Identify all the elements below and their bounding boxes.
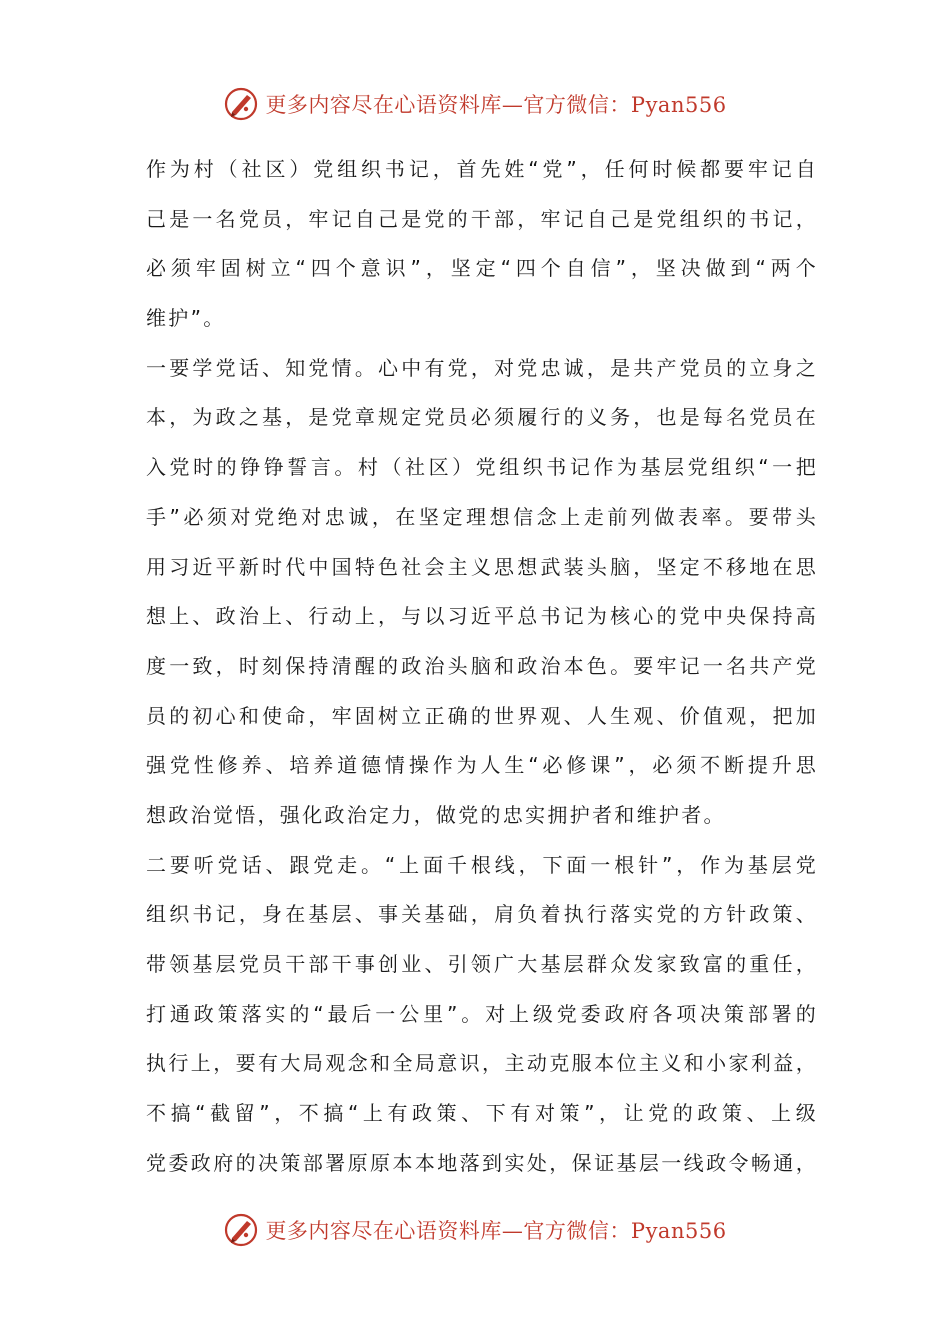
pen-logo-icon [223,1212,259,1248]
document-body [146,145,818,1188]
text-line: 想政治觉悟，强化政治定力，做党的忠实拥护者和维护者。 [146,802,726,827]
text-line: 本，为政之基，是党章规定党员必须履行的义务，也是每名党员在 [146,405,818,430]
text-line: 度一致，时刻保持清醒的政治头脑和政治本色。要牢记一名共产党 [146,653,818,678]
text-line: 执行上，要有大局观念和全局意识，主动克服本位主义和小家利益， [146,1051,818,1076]
text-line: 二要听党话、跟党走。“上面千根线，下面一根针”，作为基层党 [146,852,818,877]
paragraph-point-one [146,344,818,841]
text-line: 维护”。 [146,306,226,331]
text-line: 己是一名党员，牢记自己是党的干部，牢记自己是党组织的书记， [146,206,818,231]
text-line: 入党时的铮铮誓言。村（社区）党组织书记作为基层党组织“一把 [146,455,818,480]
text-line: 打通政策落实的“最后一公里”。对上级党委政府各项决策部署的 [146,1001,818,1026]
watermark-text: 更多内容尽在心语资料库—官方微信：Pyan556 [265,1219,727,1243]
text-line: 一要学党话、知党情。心中有党，对党忠诚，是共产党员的立身之 [146,355,818,380]
text-line: 想上、政治上、行动上，与以习近平总书记为核心的党中央保持高 [146,604,818,629]
paragraph-point-two [146,841,818,1189]
text-line: 不搞“截留”，不搞“上有政策、下有对策”，让党的政策、上级 [146,1101,818,1126]
text-line: 手”必须对党绝对忠诚，在坚定理想信念上走前列做表率。要带头 [146,504,818,529]
text-line: 必须牢固树立“四个意识”，坚定“四个自信”，坚决做到“两个 [146,256,818,281]
text-line: 作为村（社区）党组织书记，首先姓“党”，任何时候都要牢记自 [146,157,818,181]
text-line: 带领基层党员干部干事创业、引领广大基层群众发家致富的重任， [146,952,818,976]
text-line: 组织书记，身在基层、事关基础，肩负着执行落实党的方针政策、 [146,902,818,927]
text-line: 党委政府的决策部署原原本本地落到实处，保证基层一线政令畅通， [146,1150,818,1175]
watermark-text: 更多内容尽在心语资料库—官方微信：Pyan556 [265,93,727,117]
header-watermark [0,82,950,126]
text-line: 员的初心和使命，牢固树立正确的世界观、人生观、价值观，把加 [146,703,818,728]
text-line: 用习近平新时代中国特色社会主义思想武装头脑，坚定不移地在思 [146,554,818,579]
text-line: 强党性修养、培养道德情操作为人生“必修课”，必须不断提升思 [146,753,818,778]
pen-logo-icon [223,86,259,122]
footer-watermark [0,1208,950,1252]
paragraph-intro [146,145,818,344]
